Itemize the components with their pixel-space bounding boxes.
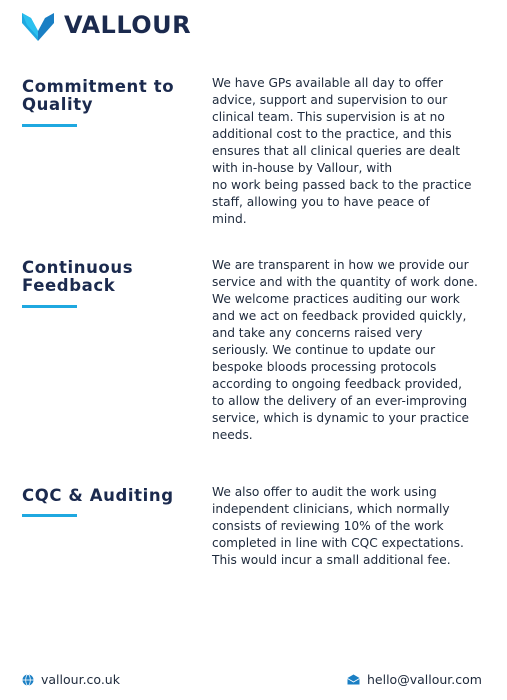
logo: [22, 8, 191, 42]
section-heading-feedback: Continuous Feedback: [22, 258, 134, 295]
vallour-v-logo-icon: [22, 9, 54, 41]
envelope-icon: [347, 674, 360, 685]
website-link[interactable]: vallour.co.uk: [41, 672, 120, 687]
section-underline: [22, 124, 77, 127]
footer-email[interactable]: [347, 672, 482, 687]
section-underline: [22, 305, 77, 308]
section-underline: [22, 514, 77, 517]
section-body-quality: We have GPs available all day to offer advice, support and supervision to our clinical team. This supervision is at no additional cost to the practice, and this ensures that all clinical queries are dealt with in-house by Vallour, with no work being passed back to the practice staff, allowing you to have peace of mind.: [212, 76, 472, 226]
section-body-feedback: We are transparent in how we provide our service and with the quantity of work done. We welcome practices auditing our work and we act on feedback provided quickly, and take any concerns raised very seriously. We continue to update our bespoke bloods processing protocols according to ongoing feedback provided, to allow the delivery of an ever-improving service, which is dynamic to your practice needs.: [212, 258, 478, 442]
section-heading-quality: Commitment to Quality: [22, 77, 175, 114]
email-link[interactable]: hello@vallour.com: [367, 672, 482, 687]
section-body-cqc: We also offer to audit the work using independent clinicians, which normally consists of reviewing 10% of the work completed in line with CQC expectations. This would incur a small additional fee.: [212, 485, 464, 567]
footer-website[interactable]: [22, 672, 120, 687]
globe-icon: [22, 674, 34, 686]
brand-name: VALLOUR: [64, 11, 192, 39]
section-heading-cqc: CQC & Auditing: [22, 486, 174, 505]
